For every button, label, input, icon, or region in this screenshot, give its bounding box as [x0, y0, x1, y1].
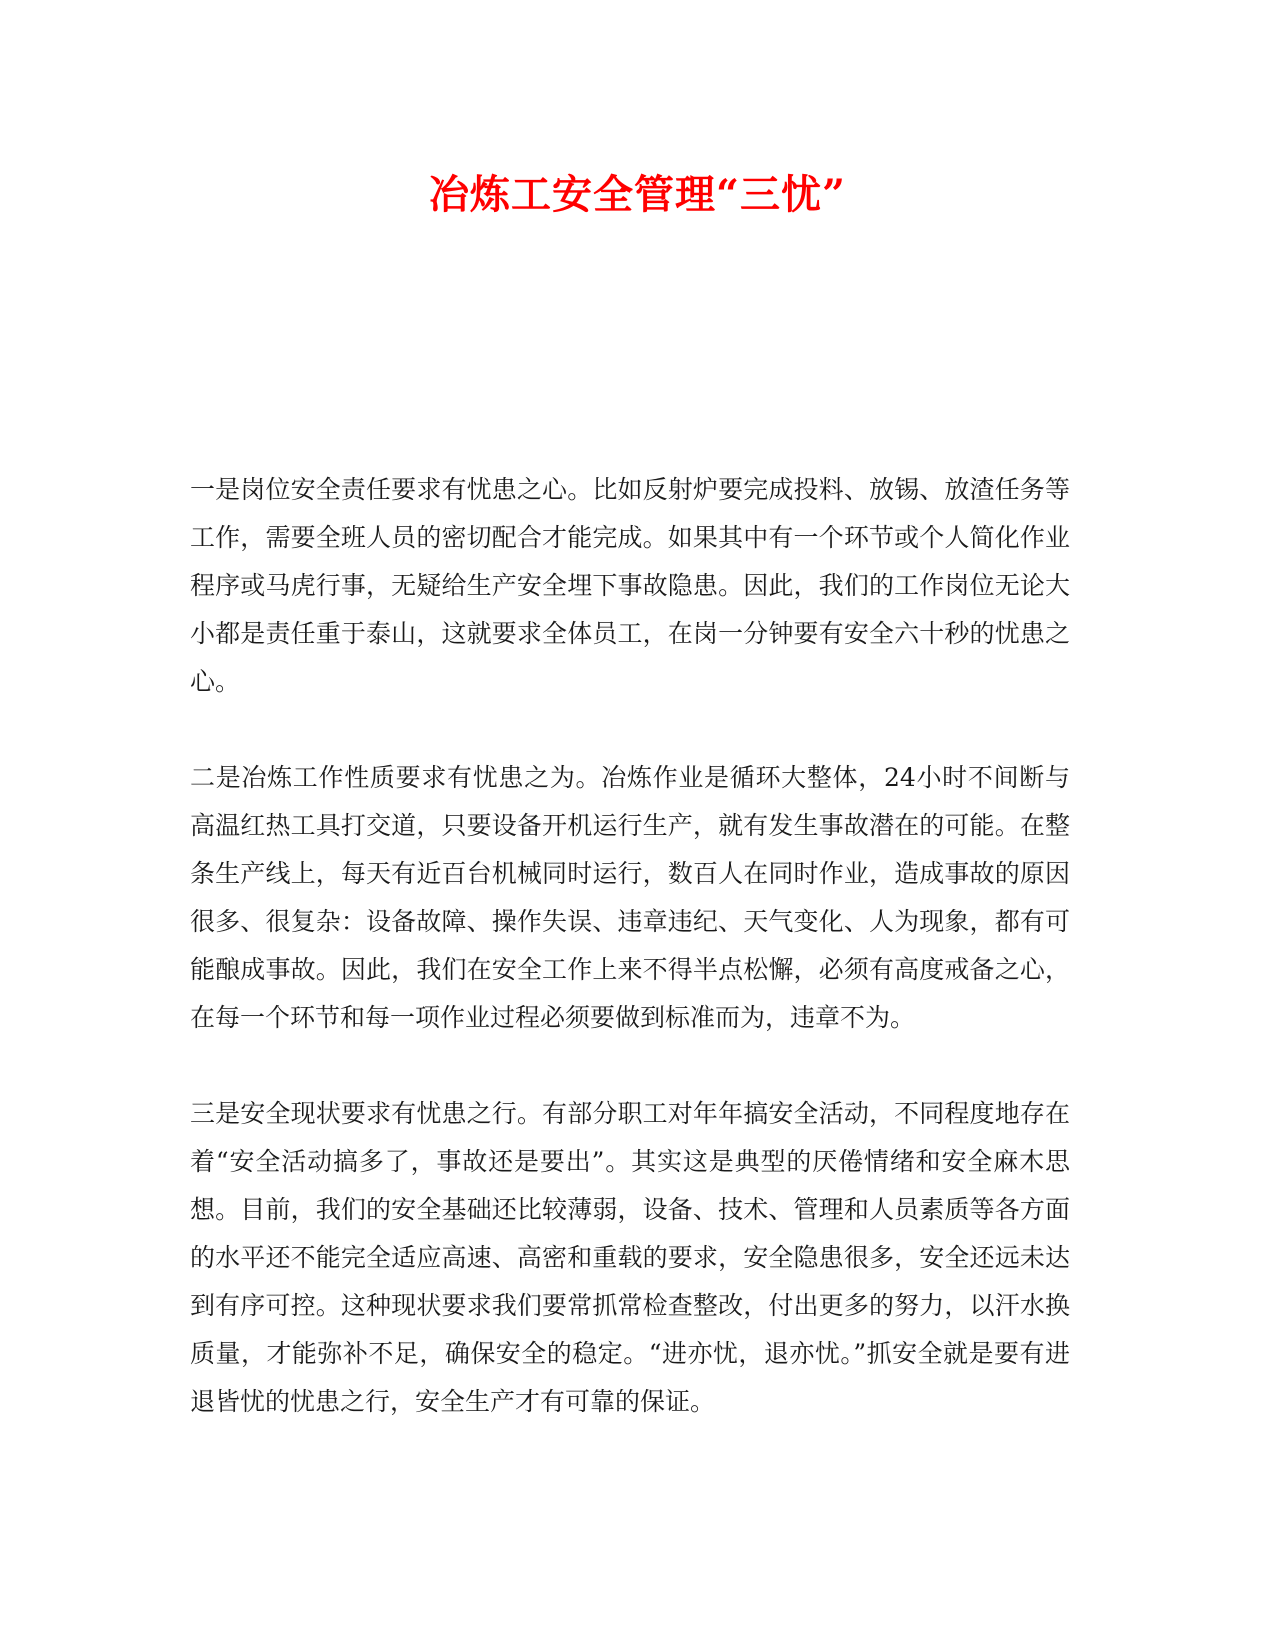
document-body	[190, 466, 1070, 1474]
paragraph-3: 三是安全现状要求有忧患之行。有部分职工对年年搞安全活动，不同程度地存在着“安全活动搞多了，事故还是要出”。其实这是典型的厌倦情绪和安全麻木思想。目前，我们的安全基础还比较薄弱，设备、技术、管理和人员素质等各方面的水平还不能完全适应高速、高密和重载的要求，安全隐患很多，安全还远未达到有序可控。这种现状要求我们要常抓常检查整改，付出更多的努力，以汗水换质量，才能弥补不足，确保安全的稳定。“进亦忧，退亦忧。”抓安全就是要有进退皆忧的忧患之行，安全生产才有可靠的保证。	[190, 1099, 1070, 1416]
paragraph-1: 一是岗位安全责任要求有忧患之心。比如反射炉要完成投料、放锡、放渣任务等工作，需要全班人员的密切配合才能完成。如果其中有一个环节或个人简化作业程序或马虎行事，无疑给生产安全埋下事故隐患。因此，我们的工作岗位无论大小都是责任重于泰山，这就要求全体员工，在岗一分钟要有安全六十秒的忧患之心。	[190, 475, 1070, 696]
document-title: 冶炼工安全管理“三忧”	[428, 171, 846, 218]
paragraph-2: 二是冶炼工作性质要求有忧患之为。冶炼作业是循环大整体，24小时不间断与高温红热工具打交道，只要设备开机运行生产，就有发生事故潜在的可能。在整条生产线上，每天有近百台机械同时运行，数百人在同时作业，造成事故的原因很多、很复杂：设备故障、操作失误、违章违纪、天气变化、人为现象，都有可能酿成事故。因此，我们在安全工作上来不得半点松懈，必须有高度戒备之心，在每一个环节和每一项作业过程必须要做到标准而为，违章不为。	[190, 763, 1070, 1032]
